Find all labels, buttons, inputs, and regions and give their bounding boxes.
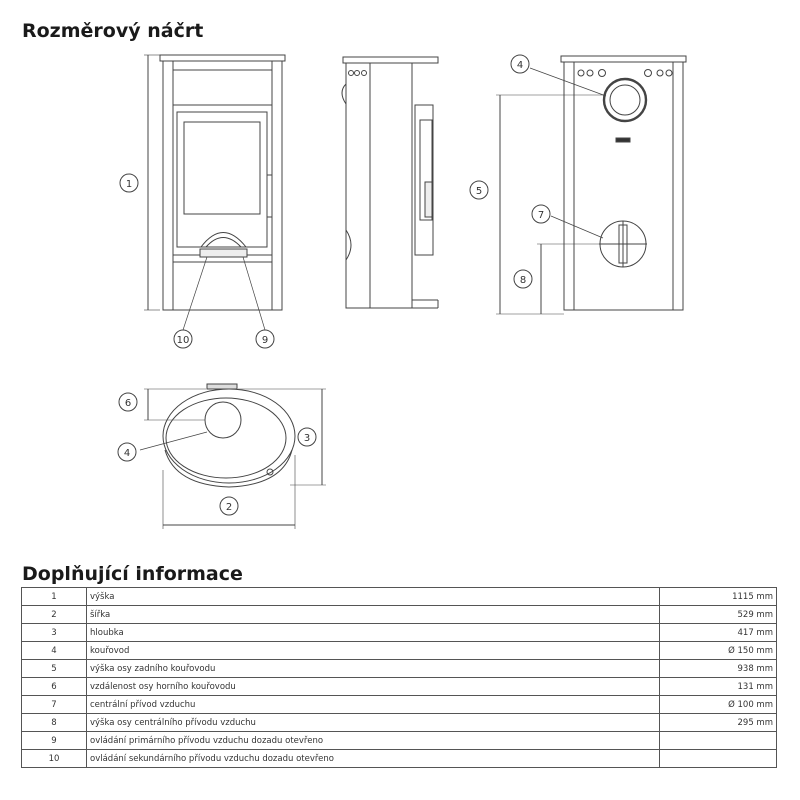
row-value: 131 mm bbox=[660, 678, 777, 696]
row-value: 938 mm bbox=[660, 660, 777, 678]
row-label: hloubka bbox=[87, 624, 660, 642]
callout-4-back: 4 bbox=[516, 60, 524, 71]
row-number: 7 bbox=[22, 696, 87, 714]
info-table bbox=[21, 587, 777, 768]
callout-1: 1 bbox=[125, 179, 133, 190]
row-number: 1 bbox=[22, 588, 87, 606]
row-label: výška bbox=[87, 588, 660, 606]
row-value: 529 mm bbox=[660, 606, 777, 624]
row-number: 3 bbox=[22, 624, 87, 642]
row-value: Ø 100 mm bbox=[660, 696, 777, 714]
callout-5: 5 bbox=[475, 186, 483, 197]
row-value: Ø 150 mm bbox=[660, 642, 777, 660]
table-row bbox=[22, 678, 777, 696]
row-label: vzdálenost osy horního kouřovodu bbox=[87, 678, 660, 696]
table-row bbox=[22, 732, 777, 750]
row-number: 5 bbox=[22, 660, 87, 678]
row-number: 4 bbox=[22, 642, 87, 660]
table-row bbox=[22, 606, 777, 624]
callout-7: 7 bbox=[537, 210, 545, 221]
table-row bbox=[22, 660, 777, 678]
table-row bbox=[22, 696, 777, 714]
row-label: výška osy centrálního přívodu vzduchu bbox=[87, 714, 660, 732]
table-row bbox=[22, 588, 777, 606]
row-label: centrální přívod vzduchu bbox=[87, 696, 660, 714]
info-title: Doplňující informace bbox=[22, 563, 243, 585]
row-label: výška osy zadního kouřovodu bbox=[87, 660, 660, 678]
table-row bbox=[22, 750, 777, 768]
callout-2: 2 bbox=[225, 502, 233, 513]
row-value bbox=[660, 732, 777, 750]
row-number: 6 bbox=[22, 678, 87, 696]
callout-8: 8 bbox=[519, 275, 527, 286]
row-value: 295 mm bbox=[660, 714, 777, 732]
row-number: 10 bbox=[22, 750, 87, 768]
table-row bbox=[22, 642, 777, 660]
callout-6: 6 bbox=[124, 398, 132, 409]
row-value bbox=[660, 750, 777, 768]
table-row bbox=[22, 624, 777, 642]
table-row bbox=[22, 714, 777, 732]
row-number: 2 bbox=[22, 606, 87, 624]
row-number: 9 bbox=[22, 732, 87, 750]
callout-10: 10 bbox=[176, 335, 190, 346]
callout-9: 9 bbox=[261, 335, 269, 346]
callout-3: 3 bbox=[303, 433, 311, 444]
row-number: 8 bbox=[22, 714, 87, 732]
callout-4-top: 4 bbox=[123, 448, 131, 459]
row-label: šířka bbox=[87, 606, 660, 624]
row-value: 417 mm bbox=[660, 624, 777, 642]
row-label: ovládání sekundárního přívodu vzduchu dozadu otevřeno bbox=[87, 750, 660, 768]
row-label: kouřovod bbox=[87, 642, 660, 660]
front-view bbox=[144, 55, 285, 330]
side-view bbox=[342, 57, 438, 308]
row-label: ovládání primárního přívodu vzduchu dozadu otevřeno bbox=[87, 732, 660, 750]
sketch-title: Rozměrový náčrt bbox=[22, 20, 204, 42]
row-value: 1115 mm bbox=[660, 588, 777, 606]
